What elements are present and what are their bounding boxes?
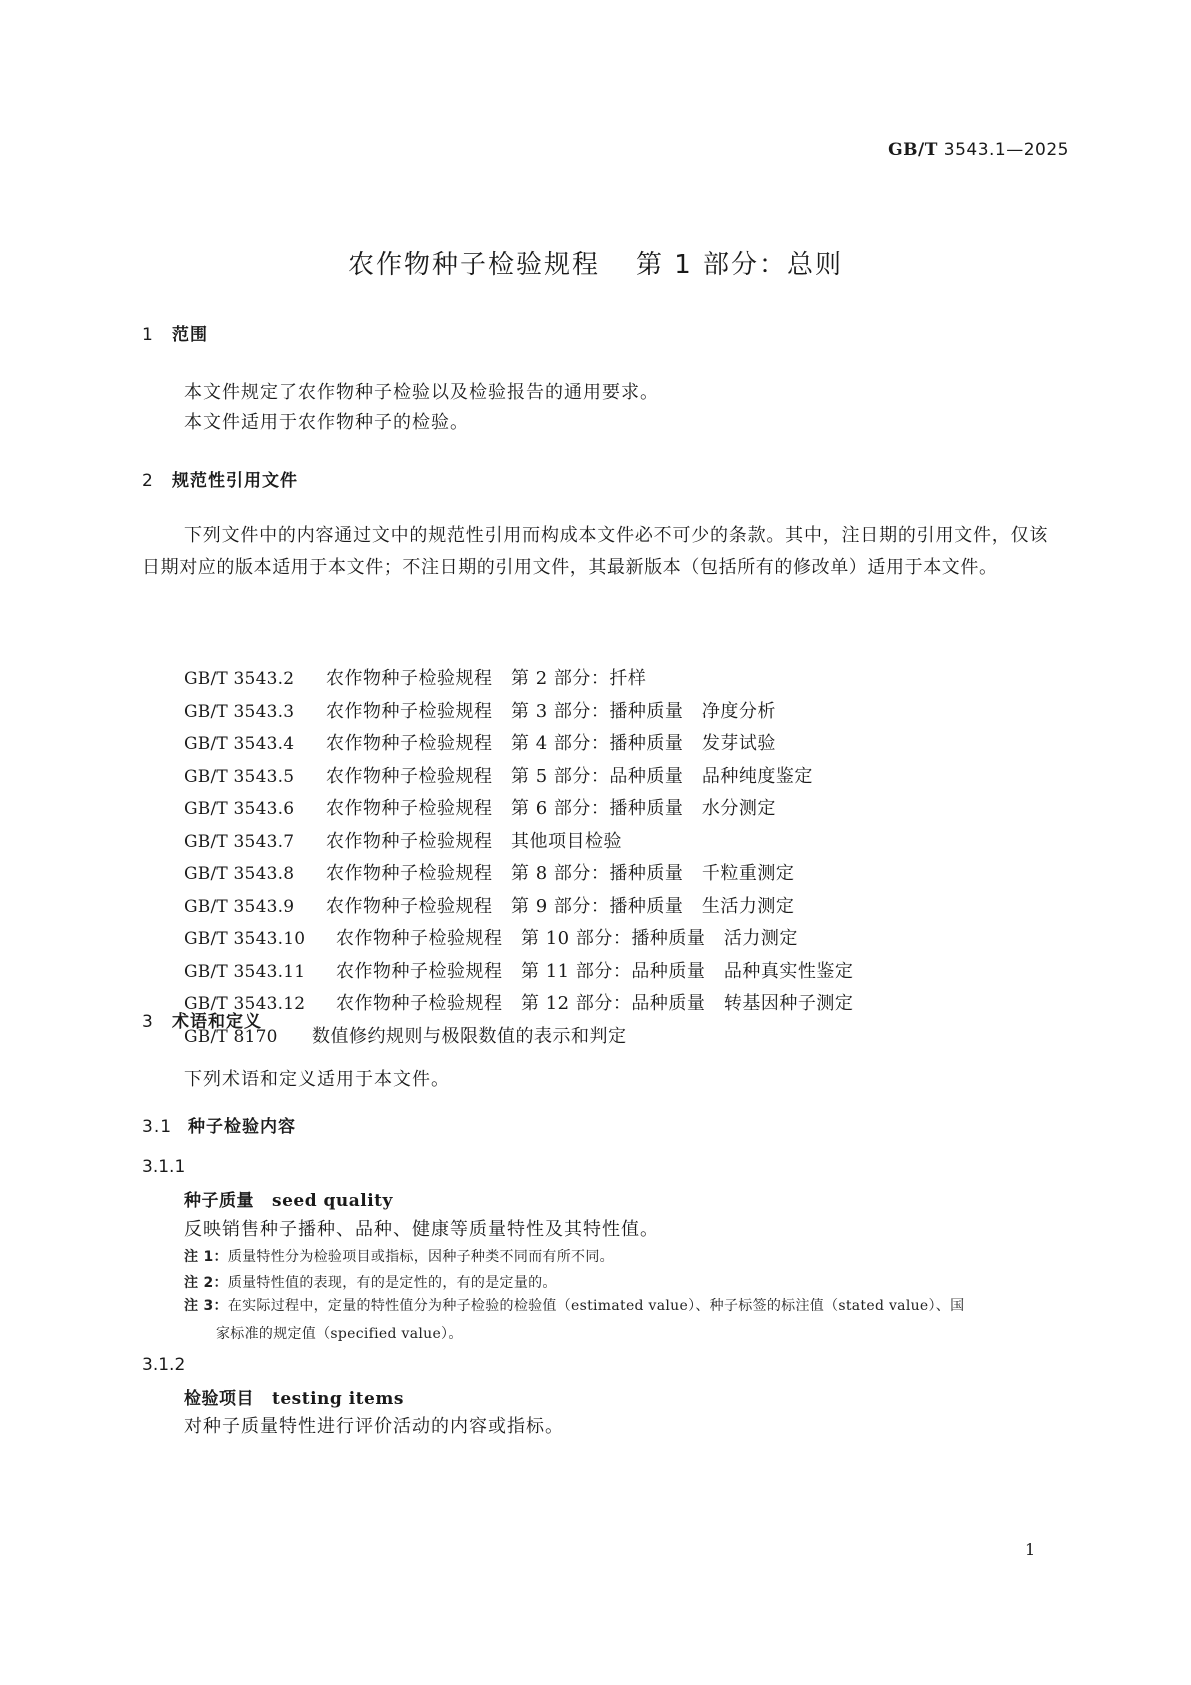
section-heading-terms: 3 术语和定义 (142, 1012, 262, 1032)
subsection-heading: 3.1 种子检验内容 (142, 1117, 296, 1137)
term-title: 种子质量 seed quality (184, 1191, 393, 1211)
term-number: 3.1.2 (142, 1355, 186, 1375)
reference-list (184, 663, 853, 1053)
title-part: 第 1 部分：总则 (635, 250, 844, 280)
paragraph: 下列术语和定义适用于本文件。 (184, 1069, 450, 1090)
paragraph-intro: 下列文件中的内容通过文中的规范性引用而构成本文件必不可少的条款。其中，注日期的引用文件，仅该日期对应的版本适用于本文件；不注日期的引用文件，其最新版本（包括所有的修改单）适用于本文件。 (142, 525, 1048, 578)
paragraph: 本文件规定了农作物种子检验以及检验报告的通用要求。 (184, 382, 659, 403)
reference-item: GB/T 3543.7 农作物种子检验规程 其他项目检验 (184, 830, 622, 852)
page-number: 1 (1025, 1540, 1036, 1559)
page-title (0, 244, 1191, 281)
reference-item: GB/T 3543.5 农作物种子检验规程 第 5 部分：品种质量 品种纯度鉴定 (184, 765, 813, 787)
reference-item: GB/T 3543.9 农作物种子检验规程 第 9 部分：播种质量 生活力测定 (184, 895, 795, 917)
reference-item: GB/T 3543.4 农作物种子检验规程 第 4 部分：播种质量 发芽试验 (184, 733, 776, 754)
reference-item: GB/T 8170 数值修约规则与极限数值的表示和判定 (184, 1025, 627, 1047)
section-heading-normative-references: 2 规范性引用文件 (142, 471, 298, 491)
reference-item: GB/T 3543.11 农作物种子检验规程 第 11 部分：品种质量 品种真实性鉴定 (184, 960, 854, 982)
reference-item: GB/T 3543.10 农作物种子检验规程 第 10 部分：播种质量 活力测定 (184, 928, 798, 949)
term-definition: 反映销售种子播种、品种、健康等质量特性及其特性值。 (184, 1219, 659, 1240)
term-definition: 对种子质量特性进行评价活动的内容或指标。 (184, 1416, 564, 1437)
reference-item: GB/T 3543.3 农作物种子检验规程 第 3 部分：播种质量 净度分析 (184, 700, 776, 722)
standard-number: 3543.1—2025 (943, 140, 1069, 160)
note: 注 1：质量特性分为检验项目或指标，因种子种类不同而有所不同。 (184, 1249, 614, 1265)
reference-item: GB/T 3543.8 农作物种子检验规程 第 8 部分：播种质量 千粒重测定 (184, 863, 795, 884)
reference-item: GB/T 3543.2 农作物种子检验规程 第 2 部分：扦样 (184, 668, 647, 689)
standard-code (888, 140, 1069, 160)
note: 注 2：质量特性值的表现，有的是定性的，有的是定量的。 (184, 1275, 557, 1291)
reference-item: GB/T 3543.6 农作物种子检验规程 第 6 部分：播种质量 水分测定 (184, 798, 776, 819)
reference-item: GB/T 3543.12 农作物种子检验规程 第 12 部分：品种质量 转基因种子测定 (184, 993, 854, 1014)
term-title: 检验项目 testing items (184, 1389, 404, 1409)
paragraph: 本文件适用于农作物种子的检验。 (184, 412, 469, 433)
note: 注 3：在实际过程中，定量的特性值分为种子检验的检验值（estimated value）、种子标签的标注值（stated value）、国 家标准的规定值（specified value）。 (184, 1298, 965, 1342)
title-main: 农作物种子检验规程 (347, 250, 600, 280)
standard-prefix: GB/T (888, 140, 938, 160)
section-heading-scope: 1 范围 (142, 325, 208, 345)
term-number: 3.1.1 (142, 1157, 186, 1177)
